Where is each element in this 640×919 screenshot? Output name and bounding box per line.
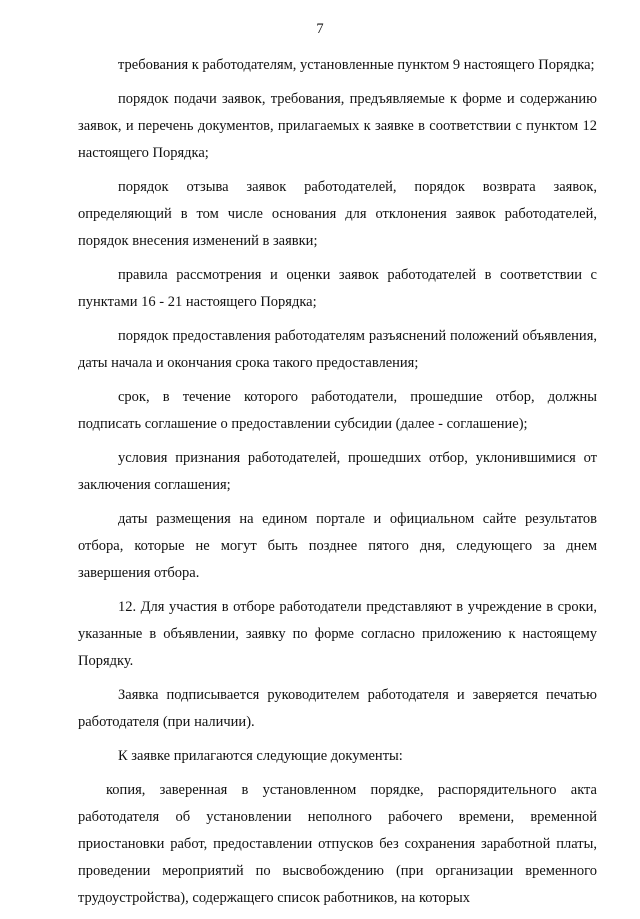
page-number: 7 [316,21,324,37]
paragraph-6: срок, в течение которого работодатели, прошедшие отбор, должны подписать соглашение о предоставлении субсидии (далее - соглашение); [78,389,597,432]
paragraph-2: порядок подачи заявок, требования, предъявляемые к форме и содержанию заявок, и перечень документов, прилагаемых к заявке в соответствии с пунктом 12 настоящего Порядка; [78,91,597,161]
paragraph-5: порядок предоставления работодателям разъяснений положений объявления, даты начала и окончания срока такого предоставления; [78,328,597,371]
paragraph-7: условия признания работодателей, прошедших отбор, уклонившимися от заключения соглашения; [78,450,597,493]
paragraph-8: даты размещения на едином портале и официальном сайте результатов отбора, которые не могут быть позднее пятого дня, следующего за днем завершения отбора. [78,511,597,581]
document-body [78,52,597,919]
paragraph-4: правила рассмотрения и оценки заявок работодателей в соответствии с пунктами 16 - 21 настоящего Порядка; [78,267,597,310]
paragraph-1: требования к работодателям, установленные пунктом 9 настоящего Порядка; [118,57,595,73]
paragraph-9: 12. Для участия в отборе работодатели представляют в учреждение в сроки, указанные в объявлении, заявку по форме согласно приложению к настоящему Порядку. [78,599,597,669]
paragraph-3: порядок отзыва заявок работодателей, порядок возврата заявок, определяющий в том числе основания для отклонения заявок работодателей, порядок внесения изменений в заявки; [78,179,597,249]
paragraph-10: Заявка подписывается руководителем работодателя и заверяется печатью работодателя (при наличии). [78,687,597,730]
paragraph-12: копия, заверенная в установленном порядке, распорядительного акта работодателя об установлении неполного рабочего времени, временной приостановки работ, предоставлении отпусков без сохранения заработной платы, проведении мероприятий по высвобождению (при организации временного трудоустройства), содержащего список работников, на которых [78,782,597,906]
paragraph-11: К заявке прилагаются следующие документы: [118,748,403,764]
